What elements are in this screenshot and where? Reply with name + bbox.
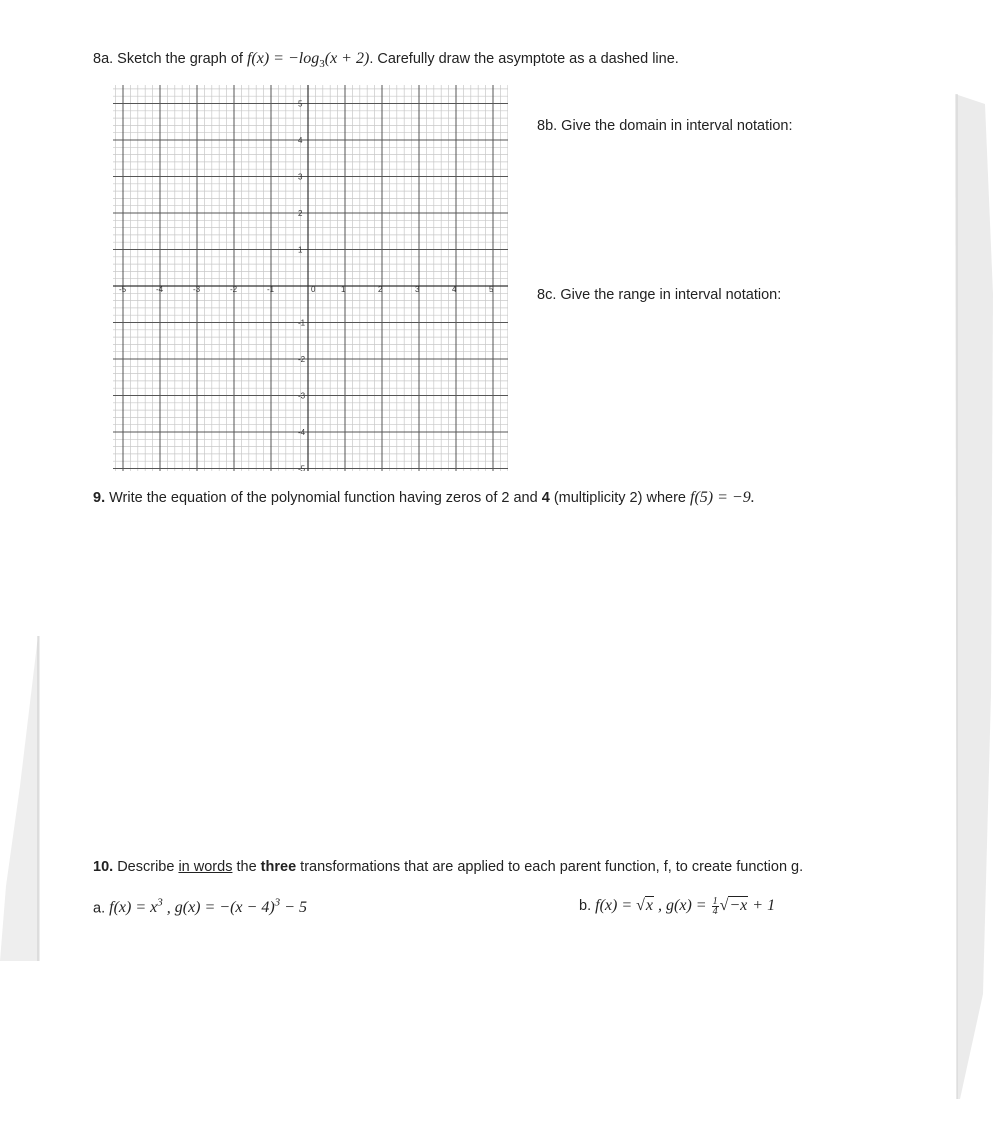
q10-text-2: the [232, 859, 261, 875]
x-tick-label: 5 [489, 285, 494, 294]
q10-text-3: transformations that are applied to each parent function, f, to create function g. [296, 859, 804, 875]
q10-text-1: Describe [113, 859, 179, 875]
q9-number: 9. [93, 490, 106, 506]
y-tick-label: -5 [298, 464, 306, 471]
q8a-suffix: . Carefully draw the asymptote as a dashed line. [369, 51, 679, 67]
x-tick-label: 1 [341, 285, 346, 294]
question-8b: 8b. Give the domain in interval notation: [537, 118, 793, 134]
y-axis-tick-labels [298, 100, 306, 472]
q10b-separator: , [654, 897, 667, 915]
y-tick-label: -2 [298, 355, 306, 364]
x-tick-label: 2 [378, 285, 383, 294]
q10a-label: a. [93, 900, 106, 917]
y-tick-label: -1 [298, 318, 306, 328]
x-tick-label: 4 [452, 285, 457, 294]
q10b-fraction: $\frac{1}{4}$ [712, 896, 718, 917]
x-tick-label: -4 [156, 285, 164, 294]
question-10b [579, 897, 775, 916]
q10-underlined: in words [178, 859, 233, 875]
q8a-log-base: 3 [319, 57, 325, 70]
y-tick-label: -4 [298, 428, 306, 437]
q10-bold-three: three [260, 859, 297, 875]
page-edge-shadow-right [955, 94, 995, 1099]
x-tick-label: -5 [119, 285, 127, 294]
page-edge-shadow-left [0, 636, 40, 961]
q8a-function-lhs: f(x) = [246, 50, 284, 67]
question-9 [93, 489, 755, 507]
question-10a [93, 897, 307, 917]
y-tick-label: 4 [298, 136, 303, 145]
y-tick-label: 3 [298, 172, 303, 182]
q9-text: Write the equation of the polynomial function having zeros of 2 and [105, 490, 542, 506]
q10a-transformed-function: $g(x) = -(x - 4)^3 - 5$ [174, 897, 307, 917]
x-tick-label: 0 [311, 285, 316, 294]
q8a-log-argument: (x + 2) [324, 50, 370, 67]
q8a-function-rhs: −log [288, 50, 320, 67]
x-tick-label: -3 [193, 285, 201, 294]
q8a-label: 8a. Sketch the graph of [93, 51, 243, 67]
q10b-transformed-function: g(x) = $\frac{1}{4}$ √−x + 1 [666, 896, 776, 917]
question-8a [93, 50, 679, 70]
x-tick-label: 3 [415, 285, 420, 294]
q10a-separator: , [162, 899, 175, 917]
y-tick-label: -3 [298, 391, 306, 401]
coordinate-grid[interactable] [113, 85, 508, 471]
grid-minor-lines [113, 85, 508, 471]
y-tick-label: 1 [298, 245, 303, 255]
x-tick-label: -2 [230, 285, 238, 294]
q10b-parent-function: f(x) = √x [595, 897, 654, 915]
q10a-parent-function: $f(x) = x^3$ [109, 897, 163, 917]
y-tick-label: 5 [298, 99, 303, 109]
q10b-label: b. [579, 898, 592, 915]
question-8c: 8c. Give the range in interval notation: [537, 287, 782, 303]
q10-number: 10. [93, 859, 114, 875]
x-tick-label: -1 [267, 285, 275, 294]
q9-text-2: (multiplicity 2) where [549, 490, 690, 506]
question-10 [93, 859, 803, 875]
q9-bold-four: 4 [541, 490, 550, 506]
q9-condition: f(5) = −9. [690, 489, 755, 506]
y-tick-label: 2 [298, 209, 303, 218]
